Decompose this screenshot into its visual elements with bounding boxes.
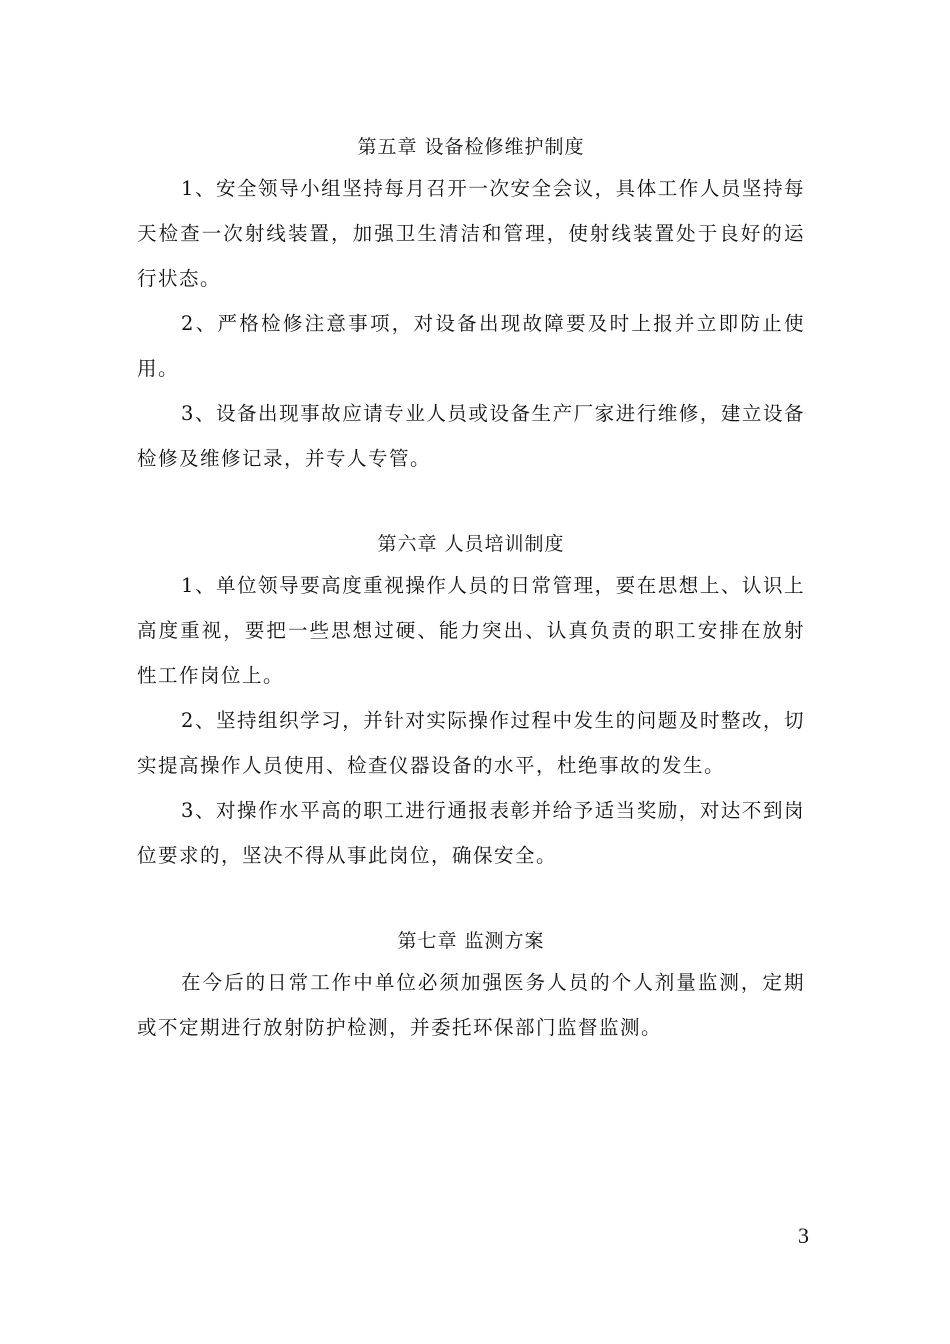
chapter-title: 第六章 人员培训制度 xyxy=(377,533,565,555)
paragraph: 3、对操作水平高的职工进行通报表彰并给予适当奖励，对达不到岗位要求的，坚决不得从事此岗位，确保安全。 xyxy=(137,799,805,867)
section-chapter-7 xyxy=(137,922,805,1050)
paragraph: 3、设备出现事故应请专业人员或设备生产厂家进行维修，建立设备检修及维修记录，并专人专管。 xyxy=(137,402,805,470)
paragraph: 在今后的日常工作中单位必须加强医务人员的个人剂量监测，定期或不定期进行放射防护检测，并委托环保部门监督监测。 xyxy=(137,971,805,1039)
paragraph: 2、坚持组织学习，并针对实际操作过程中发生的问题及时整改，切实提高操作人员使用、检查仪器设备的水平，杜绝事故的发生。 xyxy=(137,709,805,777)
chapter-title: 第五章 设备检修维护制度 xyxy=(357,136,585,158)
page-number: 3 xyxy=(798,1223,809,1248)
chapter-title: 第七章 监测方案 xyxy=(397,930,545,952)
paragraph: 1、单位领导要高度重视操作人员的日常管理，要在思想上、认识上高度重视，要把一些思想过硬、能力突出、认真负责的职工安排在放射性工作岗位上。 xyxy=(137,574,805,687)
paragraph: 2、严格检修注意事项，对设备出现故障要及时上报并立即防止使用。 xyxy=(137,312,805,380)
document-page xyxy=(137,128,805,1050)
section-chapter-5 xyxy=(137,128,805,481)
section-chapter-6 xyxy=(137,525,805,878)
paragraph: 1、安全领导小组坚持每月召开一次安全会议，具体工作人员坚持每天检查一次射线装置，加强卫生清洁和管理，使射线装置处于良好的运行状态。 xyxy=(137,177,805,290)
